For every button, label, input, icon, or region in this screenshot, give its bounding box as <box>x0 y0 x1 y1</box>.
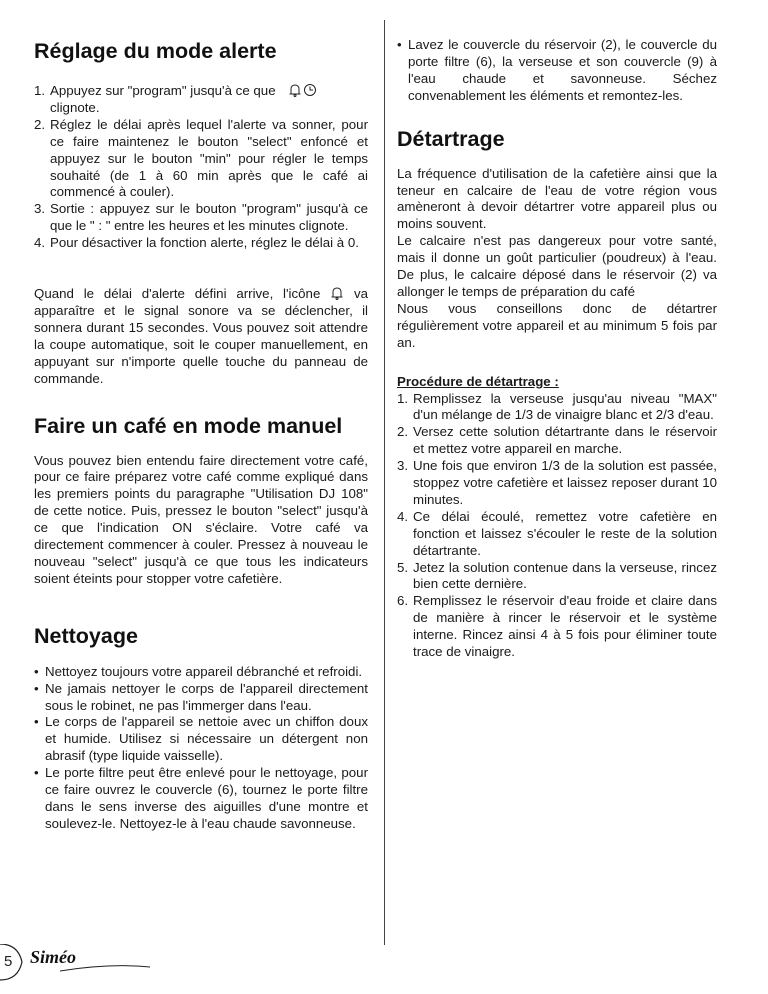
detartrage-title: Détartrage <box>397 126 505 151</box>
bell-clock-icon <box>287 83 319 97</box>
detartrage-paragraph: La fréquence d'utilisation de la cafetière ainsi que la teneur en calcaire de l'eau de votre région vous amèneront à devoir détartrer votre appareil plus ou moins souvent. <box>397 165 717 232</box>
right-column <box>397 0 717 661</box>
procedure-step: 4. Ce délai écoulé, remettez votre cafetière en fonction et laissez s'écouler le reste de la solution détartrante. <box>397 508 717 558</box>
alerte-steps <box>34 83 368 252</box>
left-column <box>34 0 368 833</box>
alerte-step: 3. Sortie : appuyez sur le bouton "program" jusqu'à ce que le " : " entre les heures et les minutes clignote. <box>34 201 368 234</box>
procedure-step: 2. Versez cette solution détartrante dans le réservoir et mettez votre appareil en marche. <box>397 424 717 457</box>
footer-graphic <box>0 944 200 984</box>
procedure-step: 5. Jetez la solution contenue dans la verseuse, rincez bien cette dernière. <box>397 559 717 592</box>
nettoyage-title: Nettoyage <box>34 623 138 648</box>
manuel-title: Faire un café en mode manuel <box>34 413 343 438</box>
alerte-paragraph: Quand le délai d'alerte défini arrive, l'icône va apparaître et le signal sonore va se déclencher, il sonnera durant 15 secondes. Vous pouvez soit attendre la coupe automatique, soit le couper manuellement, en appuyant sur n'importe quelle touche du panneau de commande. <box>34 286 368 386</box>
page-number: 5 <box>4 953 13 970</box>
procedure-title: Procédure de détartrage : <box>397 373 559 389</box>
alerte-step: 4. Pour désactiver la fonction alerte, réglez le délai à 0. <box>34 235 359 251</box>
alerte-title: Réglage du mode alerte <box>34 39 277 63</box>
alerte-step: 1. Appuyez sur "program" jusqu'à ce que clignote. <box>34 83 368 117</box>
nettoyage-list-continued <box>397 37 717 105</box>
nettoyage-item: • Le porte filtre peut être enlevé pour le nettoyage, pour ce faire ouvrez le couvercle (6), tournez le porte filtre dans le sens inverse des aiguilles d'une montre et soulevez-le. Nettoyez-le à l'eau chaude savonneuse. <box>34 765 368 831</box>
brand-logo: Siméo <box>30 947 77 967</box>
detartrage-paragraph: Le calcaire n'est pas dangereux pour votre santé, mais il donne un goût particulier (poudreux) à l'eau. De plus, le calcaire déposé dans le réservoir (2) va allonger le temps de préparation du café <box>397 233 717 299</box>
nettoyage-item: • Le corps de l'appareil se nettoie avec un chiffon doux et humide. Utilisez si nécessaire un détergent non abrasif (type liquide vaisselle). <box>34 714 368 764</box>
bell-icon <box>291 85 299 94</box>
nettoyage-list <box>34 664 368 833</box>
detartrage-paragraph: Nous vous conseillons donc de détartrer régulièrement votre appareil et au minimum 5 fois par an. <box>397 300 717 350</box>
nettoyage-item: • Ne jamais nettoyer le corps de l'appareil directement sous le robinet, ne pas l'immerger dans l'eau. <box>34 680 368 713</box>
page-footer <box>0 944 200 984</box>
bell-icon <box>330 286 344 300</box>
procedure-step: 6. Remplissez le réservoir d'eau froide et claire dans de manière à rincer le réservoir et le système interne. Rincez ainsi 4 à 5 fois pour éliminer toute trace de vinaigre. <box>397 593 717 660</box>
manuel-paragraph: Vous pouvez bien entendu faire directement votre café, pour ce faire préparez votre café comme expliqué dans les premiers points du paragraphe "Utilisation DJ 108" de cette notice. Puis, pressez le bouton "select" jusqu'à ce que l'indication ON s'éclaire. Votre café va directement commencer à couler. Pressez à nouveau le nouveau "select" jusqu'à ce que tous les indicateurs soient éteints pour stopper votre cafetière. <box>34 452 368 586</box>
procedure-step: 1. Remplissez la verseuse jusqu'au niveau "MAX" d'un mélange de 1/3 de vinaigre blanc et 2/3 d'eau. <box>397 390 717 423</box>
procedure-step: 3. Une fois que environ 1/3 de la solution est passée, stoppez votre cafetière et laissez reposer durant 10 minutes. <box>397 458 717 507</box>
column-divider <box>384 20 385 945</box>
nettoyage-item: • Lavez le couvercle du réservoir (2), le couvercle du porte filtre (6), la verseuse et son couvercle (9) à l'eau chaude et savonneuse. Séchez convenablement les éléments et remontez-les. <box>397 37 717 103</box>
procedure-steps <box>397 391 717 662</box>
alerte-step: 2. Réglez le délai après lequel l'alerte va sonner, pour ce faire maintenez le bouton "select" enfoncé et appuyez sur le bouton "min" pour régler le temps souhaité (de 1 à 60 min après que le café ai commencé à couler). <box>34 116 368 200</box>
nettoyage-item: • Nettoyez toujours votre appareil débranché et refroidi. <box>34 663 363 679</box>
